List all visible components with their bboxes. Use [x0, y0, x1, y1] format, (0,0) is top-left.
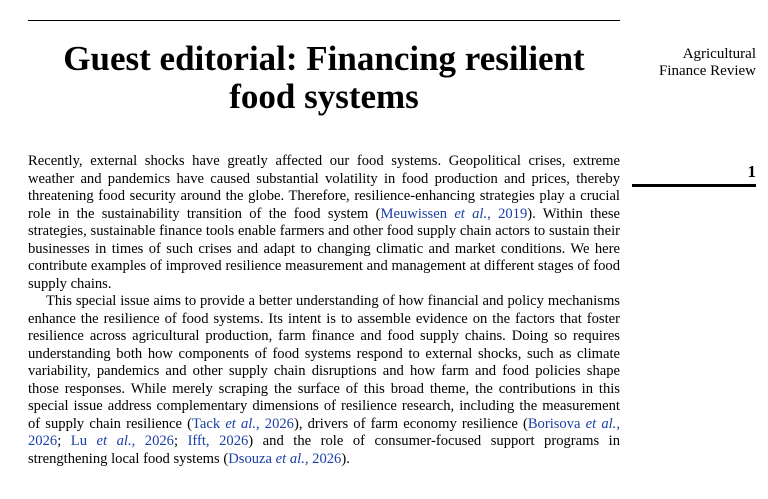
citation-link[interactable]	[381, 206, 528, 222]
citation-etal: et al.	[96, 433, 132, 449]
top-rule	[28, 20, 620, 21]
text-run: Recently, external shocks have greatly affected our food systems. Geopolitical crises, extreme weather and pandemics have caused substantial volatility in food production and prices, thereby threatening food security around the globe. Therefore, resilience-enhancing strategies play a crucial role in the sustainability transition of the food system (	[28, 153, 620, 222]
citation-etal: et al.	[225, 415, 256, 432]
journal-name	[616, 46, 756, 80]
citation-author: Meuwissen	[380, 205, 448, 222]
citation-link[interactable]	[188, 433, 249, 449]
citation-etal: et al.	[454, 205, 488, 222]
text-run: ). Within these strategies, sustainable finance tools enable farmers and other food supply chain actors to sustain their businesses in times of such crises and adapt to changing climatic and market conditions. We here contribute examples of improved resilience measurement and management at different stages of food supply chains.	[28, 205, 621, 292]
citation-etal: et al.	[275, 450, 305, 467]
citation-etal: et al.	[585, 415, 617, 432]
text-run: ) and the role of consumer-focused support programs in strengthening local food systems (	[28, 433, 621, 467]
citation-year: , 2026	[28, 415, 620, 449]
text-run: ;	[57, 433, 71, 449]
text-run: This special issue aims to provide a better understanding of how financial and policy mechanisms enhance the resilience of food systems. Its intent is to assemble evidence on the factors that foster resilience across agricultural production, farm finance and food supply chains. Doing so requires understanding both how components of food systems respond to external shocks, such as climate variability, pandemics and other supply chain disruptions and how farm and food policies shape those responses. While merely scraping the surface of this broad theme, the contributions in this special issue address complementary dimensions of resilience research, including the measurement of supply chain resilience (	[28, 293, 620, 432]
citation-year: , 2026	[255, 415, 294, 432]
citation-link[interactable]	[228, 451, 341, 467]
citation-author: Ifft, 2026	[187, 433, 249, 449]
citation-link[interactable]	[71, 433, 174, 449]
text-run: ;	[173, 433, 188, 449]
paragraph	[28, 153, 620, 293]
journal-name-line1: Agricultural	[682, 46, 756, 62]
article-body	[28, 153, 620, 468]
paragraph	[28, 293, 620, 468]
text-run: ), drivers of farm economy resilience (	[293, 415, 528, 432]
citation-author: Tack	[192, 415, 221, 432]
citation-author: Dsouza	[228, 450, 273, 467]
side-rule	[632, 184, 756, 187]
citation-author: Lu	[70, 433, 87, 449]
text-run: ).	[341, 450, 350, 467]
citation-year: , 2026	[304, 450, 342, 467]
citation-year: , 2019	[487, 205, 528, 222]
article-title: Guest editorial: Financing resilient food systems	[63, 39, 585, 116]
citation-author: Borisova	[527, 415, 581, 432]
page-number: 1	[747, 162, 756, 181]
citation-year: , 2026	[131, 433, 174, 449]
citation-link[interactable]	[192, 416, 294, 432]
journal-name-line2: Finance Review	[658, 63, 756, 79]
